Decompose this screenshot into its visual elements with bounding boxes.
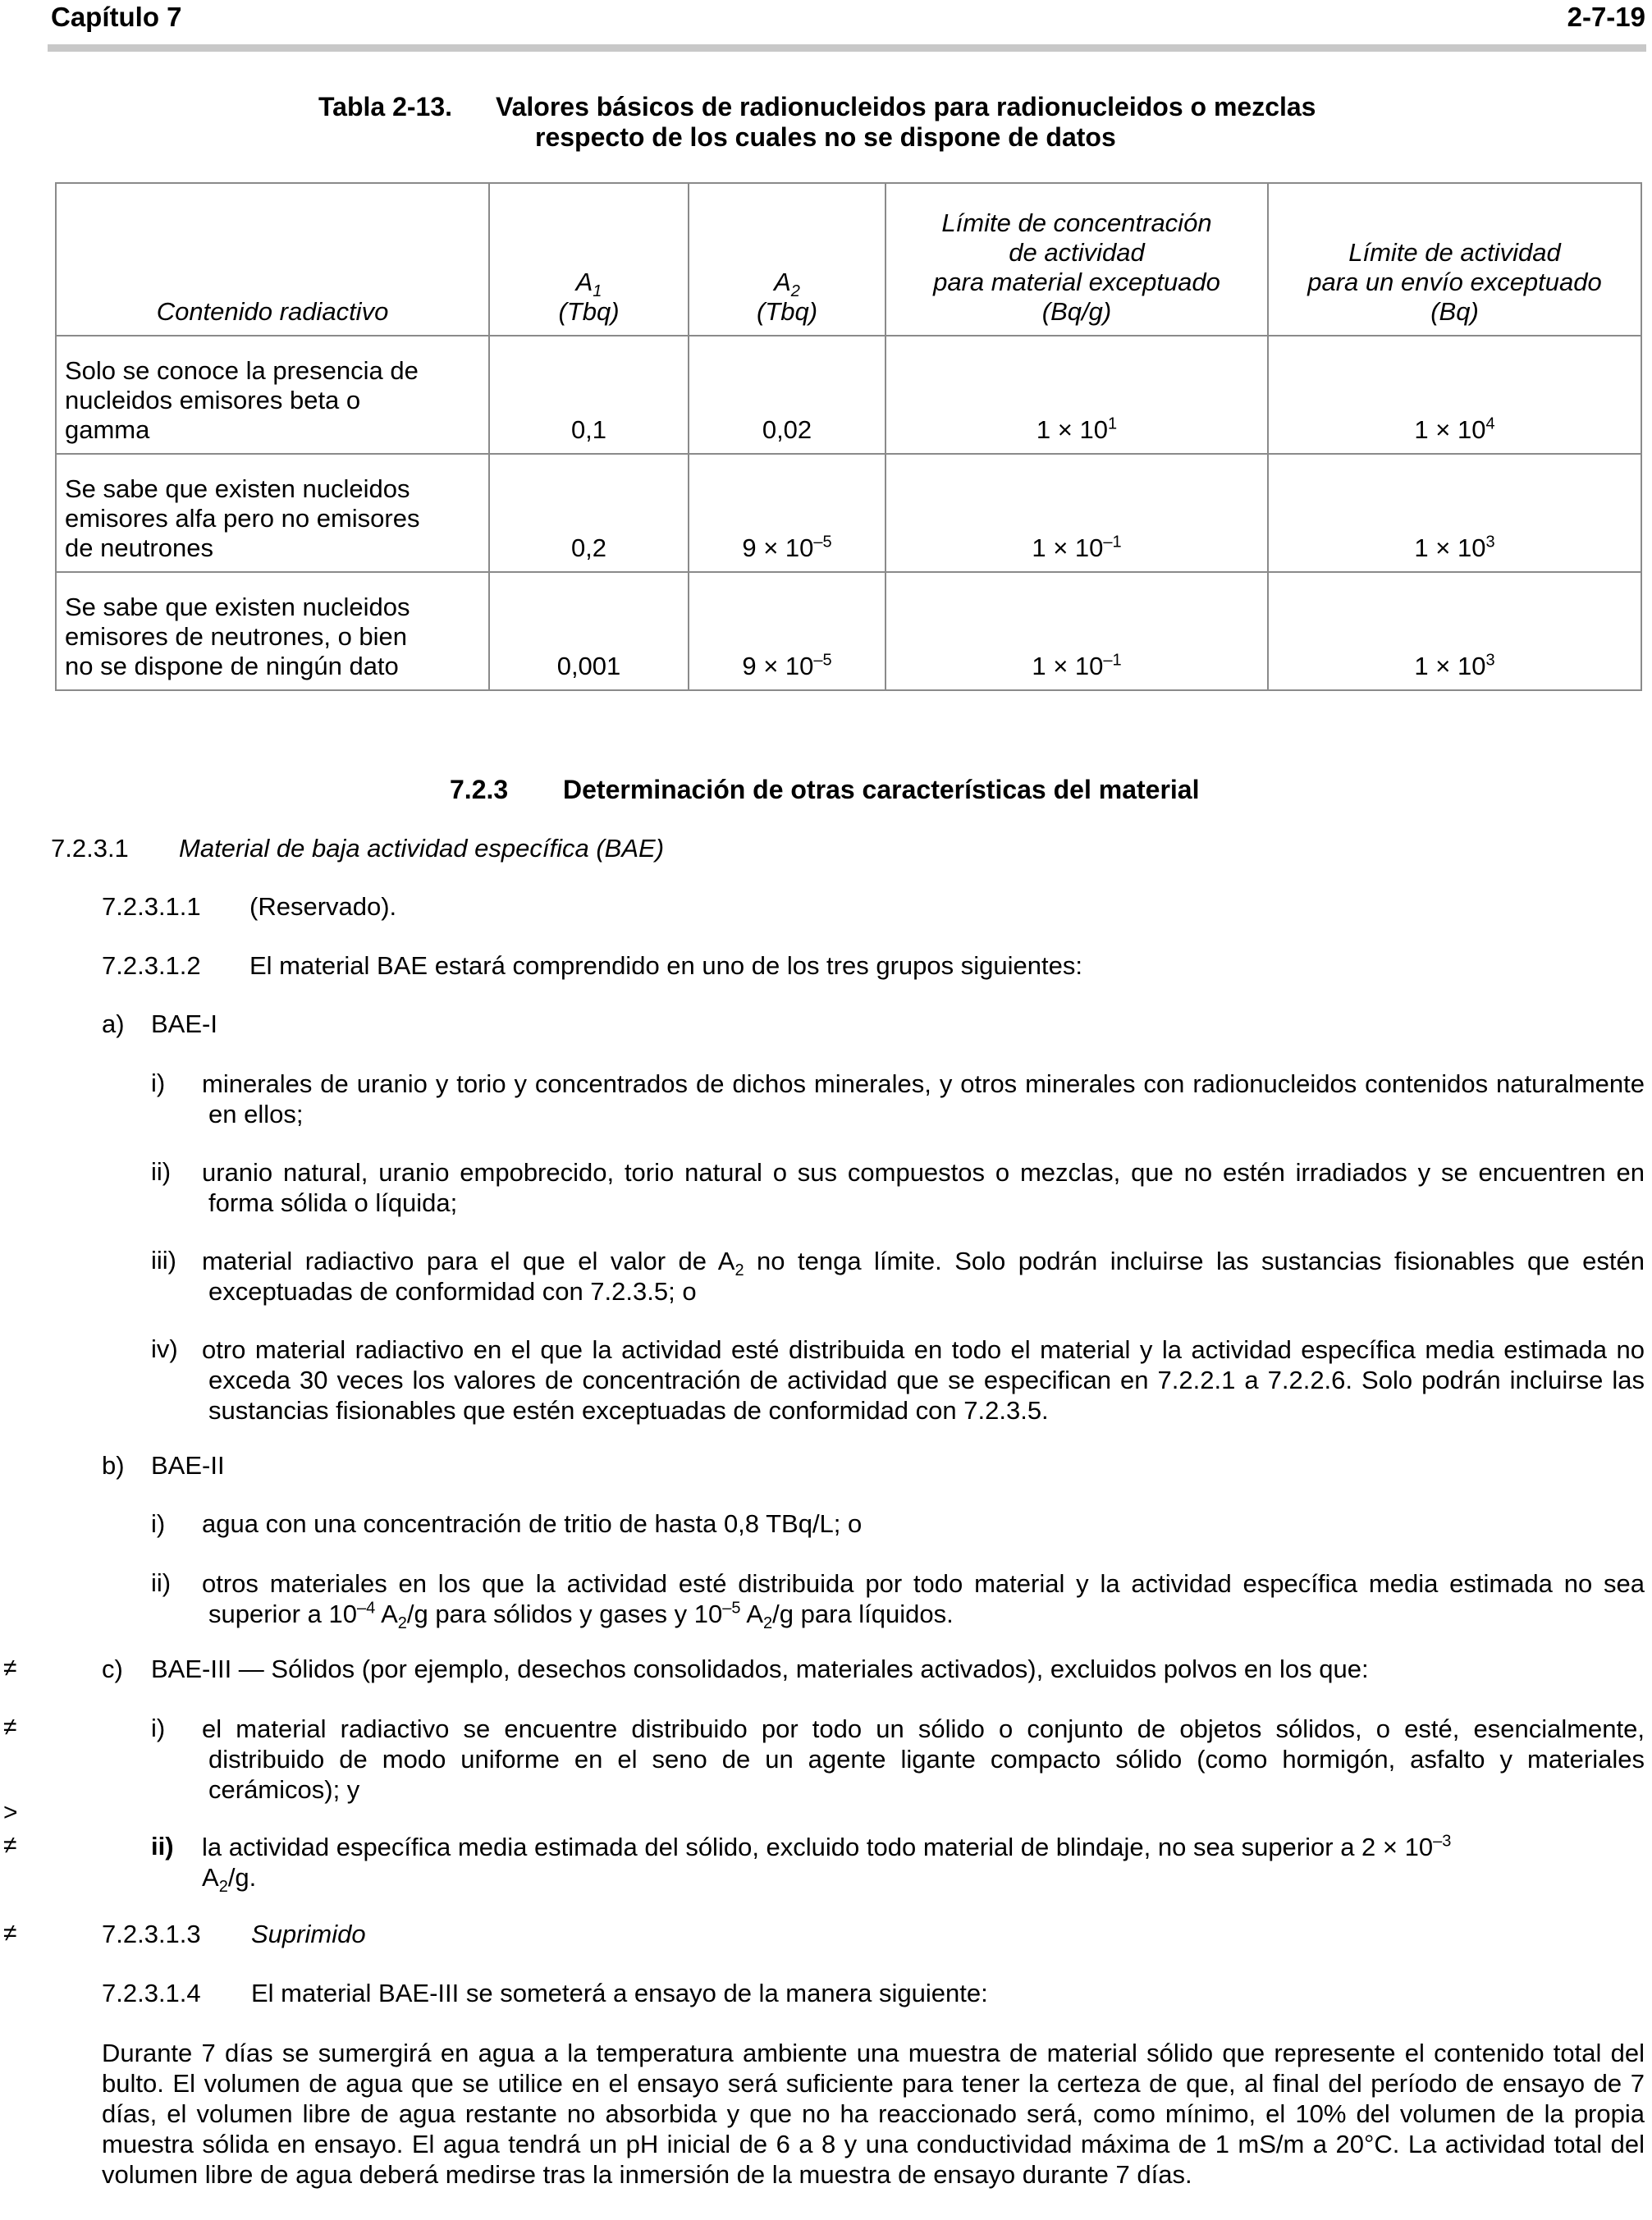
row-a1: 0,001 <box>489 572 689 690</box>
row-a1: 0,2 <box>489 454 689 572</box>
chapter-title: Capítulo 7 <box>51 2 182 32</box>
radionuclide-table <box>55 182 1642 691</box>
section-7-2-3-title: Determinación de otras características del material <box>563 775 1200 804</box>
row-content: Se sabe que existen nucleidos emisores alfa pero no emisores de neutrones <box>56 454 489 572</box>
header-content: Contenido radiactivo <box>56 183 489 336</box>
section-7-2-3-1-3-number: 7.2.3.1.3 <box>102 1920 201 1948</box>
item-a-iii-label: iii) <box>151 1246 176 1275</box>
table-caption-line-1: Valores básicos de radionucleidos para radionucleidos o mezclas <box>496 92 1316 121</box>
section-7-2-3-1-2-number: 7.2.3.1.2 <box>102 951 201 980</box>
row-a2: $9 \times 10^{-5}$ <box>689 572 885 690</box>
item-c-i-label: i) <box>151 1714 166 1742</box>
change-mark-neq: ≠ <box>3 1920 17 1947</box>
row-activity-limit: $1 \times 10^4$ <box>1268 336 1641 454</box>
item-b-title: BAE-II <box>151 1451 225 1480</box>
item-b-ii-label: ii) <box>151 1568 172 1597</box>
section-7-2-3-1-1-text: (Reservado). <box>249 892 397 921</box>
table-caption-label: Tabla 2-13. <box>318 92 453 121</box>
header-a1: $A_1$ (Tbq) <box>489 183 689 336</box>
change-mark-gt: > <box>3 1799 18 1826</box>
section-7-2-3-1-number: 7.2.3.1 <box>51 834 129 863</box>
section-7-2-3-1-1-number: 7.2.3.1.1 <box>102 892 201 921</box>
item-a-iii-text: material radiactivo para el que el valor de $A_2$ no tenga límite. Solo podrán incluirse las sustancias fisionables que estén exceptuadas de conformidad con 7.2.3.5; o <box>202 1247 1645 1306</box>
item-a-i-text: minerales de uranio y torio y concentrados de dichos minerales, y otros minerales con radionucleidos contenidos naturalmente en ellos; <box>202 1069 1645 1128</box>
row-activity-limit: $1 \times 10^3$ <box>1268 572 1641 690</box>
item-a-ii-label: ii) <box>151 1157 172 1186</box>
item-c-label: c) <box>102 1655 123 1683</box>
item-c-text: BAE-III — Sólidos (por ejemplo, desechos consolidados, materiales activados), excluidos polvos en los que: <box>151 1655 1369 1683</box>
item-c-ii-text: la actividad específica media estimada del sólido, excluido todo material de blindaje, no sea superior a $2 \times 10^{-3}$ $A_2/g$. <box>202 1832 1452 1897</box>
section-7-2-3-1-3-text: Suprimido <box>251 1920 366 1948</box>
section-7-2-3-number: 7.2.3 <box>450 775 509 804</box>
section-7-2-3-1-4-number: 7.2.3.1.4 <box>102 1979 201 2007</box>
table-row <box>56 454 1641 572</box>
row-content: Se sabe que existen nucleidos emisores de neutrones, o bien no se dispone de ningún dato <box>56 572 489 690</box>
header-a2: $A_2$ (Tbq) <box>689 183 885 336</box>
header-activity-limit: Límite de actividad para un envío exceptuado (Bq) <box>1268 183 1641 336</box>
item-b-i-text: agua con una concentración de tritio de hasta 0,8 TBq/L; o <box>202 1509 863 1538</box>
item-b-ii-text: otros materiales en los que la actividad esté distribuida por todo material y la actividad específica media estimada no sea superior a $10^{-4}$ $A_2/g$ para sólidos y gases y $10^{-5}$ $A_2/g$ para líquidos. <box>202 1569 1645 1633</box>
item-c-ii-label: ii) <box>151 1832 174 1861</box>
item-a-iv-text: otro material radiactivo en el que la actividad esté distribuida en todo el material y la actividad específica media estimada no exceda 30 veces los valores de concentración de actividad que se especifican en 7.2.2.1 a 7.2.2.6. Solo podrán incluirse las sustancias fisionables que estén exceptuadas de conformidad con 7.2.3.5. <box>202 1335 1645 1425</box>
row-a2: 0,02 <box>689 336 885 454</box>
table-row <box>56 336 1641 454</box>
change-mark-neq: ≠ <box>3 1714 17 1741</box>
item-a-title: BAE-I <box>151 1009 217 1038</box>
item-a-label: a) <box>102 1009 125 1038</box>
test-procedure-paragraph: Durante 7 días se sumergirá en agua a la temperatura ambiente una muestra de material sólido que represente el contenido total del bulto. El volumen de agua que se utilice en el ensayo será suficiente para tener la certeza de que, al final del período de ensayo de 7 días, el volumen libre de agua restante no absorbida y que no ha reaccionado será, como mínimo, el 10% del volumen de la propia muestra sólida en ensayo. El agua tendrá un pH inicial de 6 a 8 y una conductividad máxima de 1 mS/m a 20°C. La actividad total del volumen libre de agua deberá medirse tras la inmersión de la muestra de ensayo durante 7 días. <box>102 2039 1645 2189</box>
item-a-iv-label: iv) <box>151 1334 178 1363</box>
table-row <box>56 572 1641 690</box>
row-a2: $9 \times 10^{-5}$ <box>689 454 885 572</box>
item-b-i-label: i) <box>151 1509 166 1538</box>
section-7-2-3-1-title: Material de baja actividad específica (BAE) <box>179 834 665 863</box>
row-concentration-limit: $1 \times 10^1$ <box>885 336 1268 454</box>
item-a-i-label: i) <box>151 1069 166 1097</box>
item-a-ii-text: uranio natural, uranio empobrecido, torio natural o sus compuestos o mezclas, que no estén irradiados y se encuentren en forma sólida o líquida; <box>202 1158 1645 1217</box>
table-header-row <box>56 183 1641 336</box>
section-7-2-3-1-2-text: El material BAE estará comprendido en uno de los tres grupos siguientes: <box>249 951 1082 980</box>
row-concentration-limit: $1 \times 10^{-1}$ <box>885 454 1268 572</box>
change-mark-neq: ≠ <box>3 1832 17 1859</box>
row-concentration-limit: $1 \times 10^{-1}$ <box>885 572 1268 690</box>
row-activity-limit: $1 \times 10^3$ <box>1268 454 1641 572</box>
header-rule <box>48 44 1646 52</box>
header-concentration-limit: Límite de concentración de actividad para material exceptuado (Bq/g) <box>885 183 1268 336</box>
section-7-2-3-1-4-text: El material BAE-III se someterá a ensayo de la manera siguiente: <box>251 1979 988 2007</box>
change-mark-neq: ≠ <box>3 1655 17 1682</box>
item-b-label: b) <box>102 1451 125 1480</box>
item-c-i-text: el material radiactivo se encuentre distribuido por todo un sólido o conjunto de objetos sólidos, o esté, esencialmente, distribuido de modo uniforme en el seno de un agente ligante compacto sólido (como hormigón, asfalto y materiales cerámicos); y <box>202 1714 1645 1804</box>
table-caption-line-2: respecto de los cuales no se dispone de datos <box>535 122 1116 152</box>
page-number: 2-7-19 <box>1567 2 1645 32</box>
row-content: Solo se conoce la presencia de nucleidos emisores beta o gamma <box>56 336 489 454</box>
row-a1: 0,1 <box>489 336 689 454</box>
